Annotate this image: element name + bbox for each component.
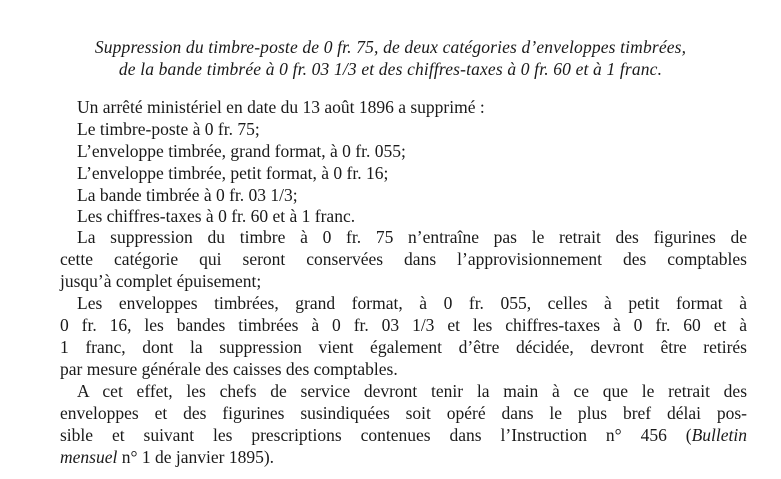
text-line-5: La bande timbrée à 0 fr. 03 1/3;	[77, 185, 298, 205]
text-line-12: 1 franc, dont la suppression vient également d’être décidée, devront être retirés	[60, 337, 747, 357]
text-line-8: cette catégorie qui seront conservées dans l’approvisionnement des comptables	[60, 249, 747, 269]
title-line-1: Suppression du timbre-poste de 0 fr. 75, de deux catégories d’enveloppes timbrées,	[94, 37, 687, 57]
text-line-1: Un arrêté ministériel en date du 13 août 1896 a supprimé :	[77, 97, 485, 117]
text-line-14: A cet effet, les chefs de service devront tenir la main à ce que le retrait des	[77, 381, 747, 401]
text-line-11: 0 fr. 16, les bandes timbrées à 0 fr. 03 1/3 et les chiffres-taxes à 0 fr. 60 et à	[60, 315, 747, 335]
document-title	[0, 36, 781, 80]
text-line-2: Le timbre-poste à 0 fr. 75;	[77, 119, 260, 139]
text-line-6: Les chiffres-taxes à 0 fr. 60 et à 1 franc.	[77, 206, 356, 226]
text-line-15: enveloppes et des figurines susindiquées soit opéré dans le plus bref délai pos-	[60, 403, 747, 423]
bulletin-italic: Bulletin	[691, 425, 747, 445]
text-line-9: jusqu’à complet épuisement;	[60, 271, 262, 291]
text-line-17-rest: n° 1 de janvier 1895).	[117, 447, 275, 467]
text-line-3: L’enveloppe timbrée, grand format, à 0 fr. 055;	[77, 141, 406, 161]
text-line-4: L’enveloppe timbrée, petit format, à 0 fr. 16;	[77, 163, 389, 183]
title-line-2: de la bande timbrée à 0 fr. 03 1/3 et des chiffres-taxes à 0 fr. 60 et à 1 franc.	[118, 59, 663, 79]
text-line-7: La suppression du timbre à 0 fr. 75 n’entraîne pas le retrait des figurines de	[77, 227, 747, 247]
text-line-16-main: sible et suivant les prescriptions contenues dans l’Instruction n° 456 (	[60, 425, 692, 445]
mensuel-italic: mensuel	[60, 447, 118, 467]
text-line-16	[60, 424, 747, 446]
text-line-13: par mesure générale des caisses des comptables.	[60, 359, 398, 379]
text-line-10: Les enveloppes timbrées, grand format, à 0 fr. 055, celles à petit format à	[77, 293, 747, 313]
text-line-17	[60, 446, 274, 468]
